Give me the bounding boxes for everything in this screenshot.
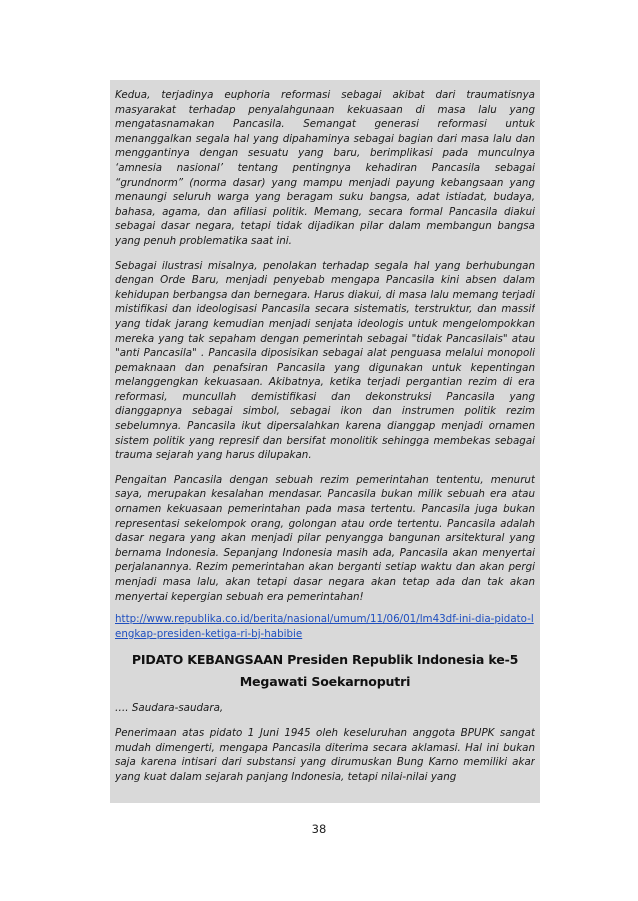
source-link[interactable]: http://www.republika.co.id/berita/nasional/umum/11/06/01/lm43df-ini-dia-pidato-lengkap-presiden-ketiga-ri-bj-habibie: [115, 613, 534, 640]
document-body: [110, 80, 540, 803]
paragraph-ilustrasi: Sebagai ilustrasi misalnya, penolakan terhadap segala hal yang berhubungan dengan Orde Baru, menjadi penyebab mengapa Pancasila kini absen dalam kehidupan berbangsa dan bernegara. Harus diakui, di masa lalu memang terjadi mistifikasi dan ideologisasi Pancasila secara sistematis, terstruktur, dan massif yang tidak jarang kemudian menjadi senjata ideologis untuk mengelompokkan mereka yang tak sepaham dengan pemerintah sebagai "tidak Pancasilais" atau "anti Pancasila" . Pancasila diposisikan sebagai alat penguasa melalui monopoli pemaknaan dan penafsiran Pancasila yang digunakan untuk kepentingan melanggengkan kekuasaan. Akibatnya, ketika terjadi pergantian rezim di era reformasi, muncullah demistifikasi dan dekonstruksi Pancasila yang dianggapnya sebagai simbol, sebagai ikon dan instrumen politik rezim sebelumnya. Pancasila ikut dipersalahkan karena dianggap menjadi ornamen sistem politik yang represif dan bersifat monolitik sehingga membekas sebagai trauma sejarah yang harus dilupakan.: [115, 259, 535, 462]
speech-salutation: …. Saudara-saudara,: [115, 702, 224, 715]
paragraph-pengaitan: Pengaitan Pancasila dengan sebuah rezim pemerintahan tententu, menurut saya, merupakan kesalahan mendasar. Pancasila bukan milik sebuah era atau ornamen kekuasaan pemerintahan pada masa tertentu. Pancasila juga bukan representasi sekelompok orang, golongan atau orde tertentu. Pancasila adalah dasar negara yang akan menjadi pilar penyangga bangunan arsitektural yang bernama Indonesia. Sepanjang Indonesia masih ada, Pancasila akan menyertai perjalanannya. Rezim pemerintahan akan berganti setiap waktu dan akan pergi menjadi masa lalu, akan tetapi dasar negara akan tetap ada dan tak akan menyertai kepergian sebuah era pemerintahan!: [115, 473, 535, 603]
speech-paragraph: Penerimaan atas pidato 1 Juni 1945 oleh keseluruhan anggota BPUPK sangat mudah dimengerti, mengapa Pancasila diterima secara aklamasi. Hal ini bukan saja karena intisari dari substansi yang dirumuskan Bung Karno memiliki akar yang kuat dalam sejarah panjang Indonesia, tetapi nilai-nilai yang: [115, 726, 535, 783]
paragraph-kedua: Kedua, terjadinya euphoria reformasi sebagai akibat dari traumatisnya masyarakat terhadap penyalahgunaan kekuasaan di masa lalu yang mengatasnamakan Pancasila. Semangat generasi reformasi untuk menanggalkan segala hal yang dipahaminya sebagai bagian dari masa lalu dan menggantinya dengan sesuatu yang baru, berimplikasi pada munculnya ‘amnesia nasional’ tentang pentingnya kehadiran Pancasila sebagai “grundnorm” (norma dasar) yang mampu menjadi payung kebangsaan yang menaungi seluruh warga yang beragam suku bangsa, adat istiadat, budaya, bahasa, agama, dan afiliasi politik. Memang, secara formal Pancasila diakui sebagai dasar negara, tetapi tidak dijadikan pilar dalam membangun bangsa yang penuh problematika saat ini.: [115, 89, 535, 247]
speech-title: PIDATO KEBANGSAAN Presiden Republik Indonesia ke-5 Megawati Soekarnoputri: [131, 652, 519, 690]
page-number: 38: [311, 822, 327, 836]
